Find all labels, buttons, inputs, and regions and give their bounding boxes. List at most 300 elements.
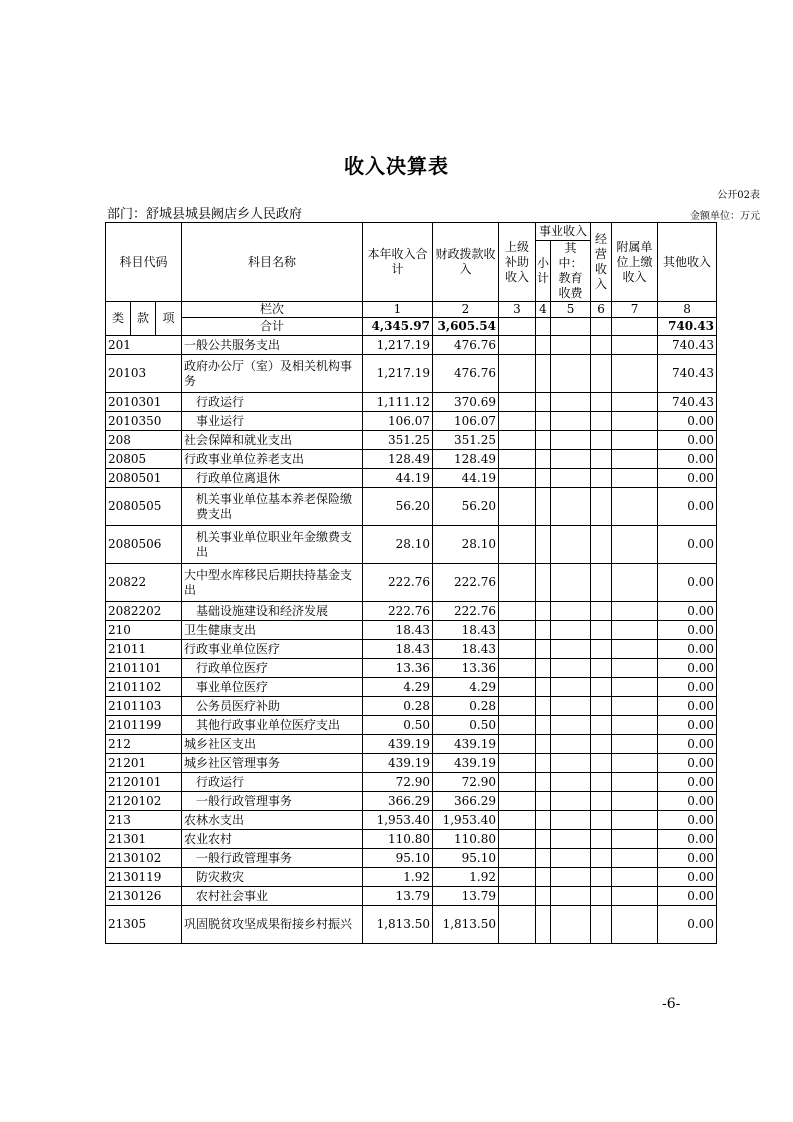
row-name: 行政事业单位医疗 — [182, 640, 363, 659]
empty-cell — [499, 906, 536, 944]
empty-cell — [612, 393, 658, 412]
row-fiscal: 439.19 — [433, 754, 499, 773]
empty-cell — [551, 678, 591, 697]
row-name: 卫生健康支出 — [182, 621, 363, 640]
empty-cell — [536, 773, 551, 792]
empty-cell — [499, 811, 536, 830]
row-other: 0.00 — [658, 754, 717, 773]
empty-cell — [591, 431, 612, 450]
row-total: 13.36 — [363, 659, 433, 678]
empty-cell — [499, 488, 536, 526]
empty-cell — [551, 526, 591, 564]
row-total: 1,813.50 — [363, 906, 433, 944]
row-total: 222.76 — [363, 602, 433, 621]
row-fiscal: 56.20 — [433, 488, 499, 526]
row-name: 公务员医疗补助 — [182, 697, 363, 716]
row-total: 128.49 — [363, 450, 433, 469]
header-education: 其中：教育收费 — [551, 241, 591, 302]
row-name: 其他行政事业单位医疗支出 — [182, 716, 363, 735]
row-name: 行政单位离退休 — [182, 469, 363, 488]
header-subject-code: 科目代码 — [106, 223, 182, 302]
row-other: 0.00 — [658, 906, 717, 944]
empty-cell — [551, 735, 591, 754]
table-row — [106, 678, 717, 697]
table-row — [106, 811, 717, 830]
row-name: 大中型水库移民后期扶持基金支出 — [182, 564, 363, 602]
row-total: 0.50 — [363, 716, 433, 735]
row-other: 0.00 — [658, 868, 717, 887]
empty-cell — [591, 716, 612, 735]
empty-cell — [536, 412, 551, 431]
row-other: 0.00 — [658, 830, 717, 849]
empty-cell — [536, 754, 551, 773]
header-business-group: 事业收入 — [536, 223, 591, 241]
empty-cell — [551, 412, 591, 431]
empty-cell — [591, 906, 612, 944]
col-num: 7 — [612, 302, 658, 318]
empty-cell — [499, 868, 536, 887]
empty-cell — [551, 564, 591, 602]
row-fiscal: 18.43 — [433, 621, 499, 640]
row-fiscal: 44.19 — [433, 469, 499, 488]
row-other: 0.00 — [658, 659, 717, 678]
empty-cell — [612, 697, 658, 716]
col-num: 3 — [499, 302, 536, 318]
row-other: 0.00 — [658, 849, 717, 868]
empty-cell — [551, 868, 591, 887]
row-name: 农业农村 — [182, 830, 363, 849]
empty-cell — [591, 336, 612, 355]
row-code: 2101102 — [106, 678, 182, 697]
row-code: 201 — [106, 336, 182, 355]
empty-cell — [536, 792, 551, 811]
row-code: 2080505 — [106, 488, 182, 526]
row-other: 0.00 — [658, 564, 717, 602]
row-other: 0.00 — [658, 773, 717, 792]
row-fiscal: 28.10 — [433, 526, 499, 564]
table-row — [106, 488, 717, 526]
empty-cell — [499, 659, 536, 678]
row-total: 1,217.19 — [363, 355, 433, 393]
empty-cell — [551, 431, 591, 450]
empty-cell — [612, 564, 658, 602]
empty-cell — [612, 811, 658, 830]
header-subtotal: 小计 — [536, 241, 551, 302]
empty-cell — [551, 773, 591, 792]
row-other: 0.00 — [658, 640, 717, 659]
row-fiscal: 0.28 — [433, 697, 499, 716]
row-code: 21305 — [106, 906, 182, 944]
empty-cell — [591, 526, 612, 564]
table-row — [106, 773, 717, 792]
empty-cell — [551, 754, 591, 773]
empty-cell — [499, 393, 536, 412]
row-name: 机关事业单位职业年金缴费支出 — [182, 526, 363, 564]
row-fiscal: 0.50 — [433, 716, 499, 735]
row-code: 213 — [106, 811, 182, 830]
header-xiang: 项 — [156, 302, 182, 336]
empty-cell — [612, 659, 658, 678]
row-fiscal: 370.69 — [433, 393, 499, 412]
row-code: 2120102 — [106, 792, 182, 811]
row-other: 0.00 — [658, 811, 717, 830]
row-code: 20822 — [106, 564, 182, 602]
empty-cell — [612, 906, 658, 944]
table-row — [106, 906, 717, 944]
row-fiscal: 351.25 — [433, 431, 499, 450]
empty-cell — [551, 849, 591, 868]
header-affiliated: 附属单位上缴收入 — [612, 223, 658, 302]
row-name: 农林水支出 — [182, 811, 363, 830]
empty-cell — [536, 526, 551, 564]
row-total: 110.80 — [363, 830, 433, 849]
row-code: 2130126 — [106, 887, 182, 906]
empty-cell — [591, 849, 612, 868]
empty-cell — [536, 849, 551, 868]
empty-cell — [551, 393, 591, 412]
table-row — [106, 716, 717, 735]
row-other: 0.00 — [658, 716, 717, 735]
row-total: 0.28 — [363, 697, 433, 716]
row-fiscal: 95.10 — [433, 849, 499, 868]
empty-cell — [536, 868, 551, 887]
row-total: 18.43 — [363, 621, 433, 640]
table-row — [106, 621, 717, 640]
col-num: 2 — [433, 302, 499, 318]
col-num: 8 — [658, 302, 717, 318]
row-fiscal: 110.80 — [433, 830, 499, 849]
row-total: 1,217.19 — [363, 336, 433, 355]
row-name: 行政单位医疗 — [182, 659, 363, 678]
table-row — [106, 887, 717, 906]
row-fiscal: 18.43 — [433, 640, 499, 659]
empty-cell — [536, 640, 551, 659]
row-fiscal: 439.19 — [433, 735, 499, 754]
empty-cell — [612, 887, 658, 906]
col-num: 5 — [551, 302, 591, 318]
header-total-income: 本年收入合计 — [363, 223, 433, 302]
row-code: 21011 — [106, 640, 182, 659]
table-row — [106, 431, 717, 450]
row-fiscal: 128.49 — [433, 450, 499, 469]
row-fiscal: 222.76 — [433, 564, 499, 602]
col-num: 4 — [536, 302, 551, 318]
row-name: 城乡社区支出 — [182, 735, 363, 754]
row-other: 0.00 — [658, 488, 717, 526]
empty-cell — [612, 735, 658, 754]
empty-cell — [499, 754, 536, 773]
empty-cell — [536, 450, 551, 469]
table-row — [106, 355, 717, 393]
empty-cell — [612, 602, 658, 621]
unit-label: 金额单位：万元 — [690, 211, 760, 222]
row-code: 2101101 — [106, 659, 182, 678]
empty-cell — [499, 526, 536, 564]
row-total: 106.07 — [363, 412, 433, 431]
header-superior: 上级补助收入 — [499, 223, 536, 302]
row-fiscal: 1,813.50 — [433, 906, 499, 944]
empty-cell — [536, 697, 551, 716]
empty-cell — [591, 773, 612, 792]
row-code: 2080506 — [106, 526, 182, 564]
empty-cell — [612, 450, 658, 469]
empty-cell — [551, 716, 591, 735]
table-row — [106, 830, 717, 849]
empty-cell — [591, 659, 612, 678]
empty-cell — [499, 621, 536, 640]
empty-cell — [536, 336, 551, 355]
empty-cell — [551, 906, 591, 944]
row-name: 城乡社区管理事务 — [182, 754, 363, 773]
row-other: 0.00 — [658, 431, 717, 450]
row-fiscal: 222.76 — [433, 602, 499, 621]
empty-cell — [612, 773, 658, 792]
empty-cell — [536, 469, 551, 488]
empty-cell — [591, 564, 612, 602]
total-other-value: 740.43 — [658, 318, 717, 336]
row-name: 防灾救灾 — [182, 868, 363, 887]
empty-cell — [499, 887, 536, 906]
table-row — [106, 450, 717, 469]
row-total: 1,111.12 — [363, 393, 433, 412]
empty-cell — [612, 849, 658, 868]
empty-cell — [536, 906, 551, 944]
row-total: 95.10 — [363, 849, 433, 868]
empty-cell — [612, 830, 658, 849]
row-other: 740.43 — [658, 393, 717, 412]
empty-cell — [499, 602, 536, 621]
empty-cell — [499, 412, 536, 431]
empty-cell — [591, 887, 612, 906]
row-total: 366.29 — [363, 792, 433, 811]
row-name: 机关事业单位基本养老保险缴费支出 — [182, 488, 363, 526]
row-other: 0.00 — [658, 412, 717, 431]
row-name: 行政运行 — [182, 393, 363, 412]
empty-cell — [551, 450, 591, 469]
row-total: 56.20 — [363, 488, 433, 526]
row-fiscal: 13.79 — [433, 887, 499, 906]
row-total: 18.43 — [363, 640, 433, 659]
empty-cell — [551, 469, 591, 488]
table-row — [106, 526, 717, 564]
empty-cell — [551, 659, 591, 678]
row-fiscal: 1.92 — [433, 868, 499, 887]
empty-cell — [612, 621, 658, 640]
table-row — [106, 735, 717, 754]
empty-cell — [612, 716, 658, 735]
row-code: 21301 — [106, 830, 182, 849]
row-code: 2101103 — [106, 697, 182, 716]
empty-cell — [536, 602, 551, 621]
empty-cell — [612, 678, 658, 697]
row-total: 1.92 — [363, 868, 433, 887]
row-name: 政府办公厅（室）及相关机构事务 — [182, 355, 363, 393]
empty-cell — [551, 602, 591, 621]
row-other: 0.00 — [658, 735, 717, 754]
empty-cell — [551, 697, 591, 716]
table-row — [106, 792, 717, 811]
empty-cell — [591, 469, 612, 488]
empty-cell — [612, 469, 658, 488]
empty-cell — [499, 830, 536, 849]
row-fiscal: 476.76 — [433, 355, 499, 393]
empty-cell — [536, 830, 551, 849]
empty-cell — [499, 697, 536, 716]
row-code: 2130102 — [106, 849, 182, 868]
row-code: 210 — [106, 621, 182, 640]
table-row — [106, 412, 717, 431]
empty-cell — [499, 355, 536, 393]
row-code: 21201 — [106, 754, 182, 773]
empty-cell — [551, 640, 591, 659]
empty-cell — [499, 716, 536, 735]
table-row — [106, 697, 717, 716]
row-name: 巩固脱贫攻坚成果衔接乡村振兴 — [182, 906, 363, 944]
empty-cell — [591, 754, 612, 773]
header-lei: 类 — [106, 302, 131, 336]
row-total: 439.19 — [363, 754, 433, 773]
empty-cell — [536, 735, 551, 754]
row-fiscal: 476.76 — [433, 336, 499, 355]
empty-cell — [591, 602, 612, 621]
empty-cell — [499, 564, 536, 602]
empty-cell — [612, 868, 658, 887]
empty-cell — [591, 488, 612, 526]
row-fiscal: 72.90 — [433, 773, 499, 792]
row-name: 一般公共服务支出 — [182, 336, 363, 355]
row-name: 事业单位医疗 — [182, 678, 363, 697]
empty-cell — [591, 811, 612, 830]
row-name: 行政运行 — [182, 773, 363, 792]
empty-cell — [612, 355, 658, 393]
row-other: 0.00 — [658, 678, 717, 697]
empty-cell — [536, 621, 551, 640]
empty-cell — [499, 469, 536, 488]
row-name: 事业运行 — [182, 412, 363, 431]
department-label: 部门：舒城县城县阙店乡人民政府 — [107, 207, 303, 222]
row-code: 212 — [106, 735, 182, 754]
empty-cell — [499, 640, 536, 659]
row-total: 1,953.40 — [363, 811, 433, 830]
row-total: 28.10 — [363, 526, 433, 564]
empty-cell — [591, 735, 612, 754]
table-row — [106, 393, 717, 412]
row-code: 2130119 — [106, 868, 182, 887]
empty-cell — [536, 393, 551, 412]
empty-cell — [612, 640, 658, 659]
table-row — [106, 868, 717, 887]
row-name: 行政事业单位养老支出 — [182, 450, 363, 469]
row-total: 13.79 — [363, 887, 433, 906]
row-fiscal: 366.29 — [433, 792, 499, 811]
empty-cell — [551, 621, 591, 640]
empty-cell — [536, 488, 551, 526]
empty-cell — [499, 431, 536, 450]
row-code: 20805 — [106, 450, 182, 469]
header-fiscal: 财政拨款收入 — [433, 223, 499, 302]
row-code: 2101199 — [106, 716, 182, 735]
header-subject-name: 科目名称 — [182, 223, 363, 302]
header-operating: 经营收入 — [591, 223, 612, 302]
empty-cell — [612, 488, 658, 526]
col-num: 1 — [363, 302, 433, 318]
empty-cell — [551, 811, 591, 830]
empty-cell — [536, 431, 551, 450]
empty-cell — [499, 792, 536, 811]
empty-cell — [612, 412, 658, 431]
row-fiscal: 1,953.40 — [433, 811, 499, 830]
empty-cell — [551, 488, 591, 526]
empty-cell — [591, 621, 612, 640]
table-row — [106, 849, 717, 868]
empty-cell — [499, 450, 536, 469]
empty-cell — [591, 640, 612, 659]
table-row — [106, 469, 717, 488]
row-code: 208 — [106, 431, 182, 450]
row-code: 2120101 — [106, 773, 182, 792]
empty-cell — [536, 678, 551, 697]
empty-cell — [536, 659, 551, 678]
row-total: 44.19 — [363, 469, 433, 488]
empty-cell — [536, 887, 551, 906]
row-fiscal: 4.29 — [433, 678, 499, 697]
row-code: 2082202 — [106, 602, 182, 621]
row-code: 2010350 — [106, 412, 182, 431]
empty-cell — [612, 336, 658, 355]
row-other: 0.00 — [658, 792, 717, 811]
empty-cell — [551, 792, 591, 811]
empty-cell — [612, 792, 658, 811]
row-name: 一般行政管理事务 — [182, 849, 363, 868]
row-other: 0.00 — [658, 526, 717, 564]
row-other: 0.00 — [658, 450, 717, 469]
header-other: 其他收入 — [658, 223, 717, 302]
empty-cell — [536, 355, 551, 393]
row-other: 0.00 — [658, 887, 717, 906]
row-total: 72.90 — [363, 773, 433, 792]
empty-cell — [591, 868, 612, 887]
empty-cell — [612, 754, 658, 773]
empty-cell — [591, 697, 612, 716]
total-row — [106, 318, 717, 336]
row-total: 4.29 — [363, 678, 433, 697]
empty-cell — [591, 393, 612, 412]
row-other: 740.43 — [658, 336, 717, 355]
income-table — [105, 222, 717, 944]
row-code: 20103 — [106, 355, 182, 393]
empty-cell — [551, 355, 591, 393]
header-column-no: 栏次 — [182, 302, 363, 318]
row-name: 一般行政管理事务 — [182, 792, 363, 811]
row-other: 0.00 — [658, 469, 717, 488]
total-income-value: 4,345.97 — [363, 318, 433, 336]
table-row — [106, 659, 717, 678]
form-code: 公开02表 — [717, 190, 760, 201]
table-row — [106, 336, 717, 355]
row-fiscal: 106.07 — [433, 412, 499, 431]
row-code: 2010301 — [106, 393, 182, 412]
row-total: 351.25 — [363, 431, 433, 450]
page-title: 收入决算表 — [344, 154, 449, 178]
empty-cell — [499, 678, 536, 697]
col-num: 6 — [591, 302, 612, 318]
empty-cell — [536, 716, 551, 735]
empty-cell — [612, 526, 658, 564]
total-fiscal-value: 3,605.54 — [433, 318, 499, 336]
empty-cell — [591, 355, 612, 393]
row-other: 0.00 — [658, 697, 717, 716]
row-code: 2080501 — [106, 469, 182, 488]
